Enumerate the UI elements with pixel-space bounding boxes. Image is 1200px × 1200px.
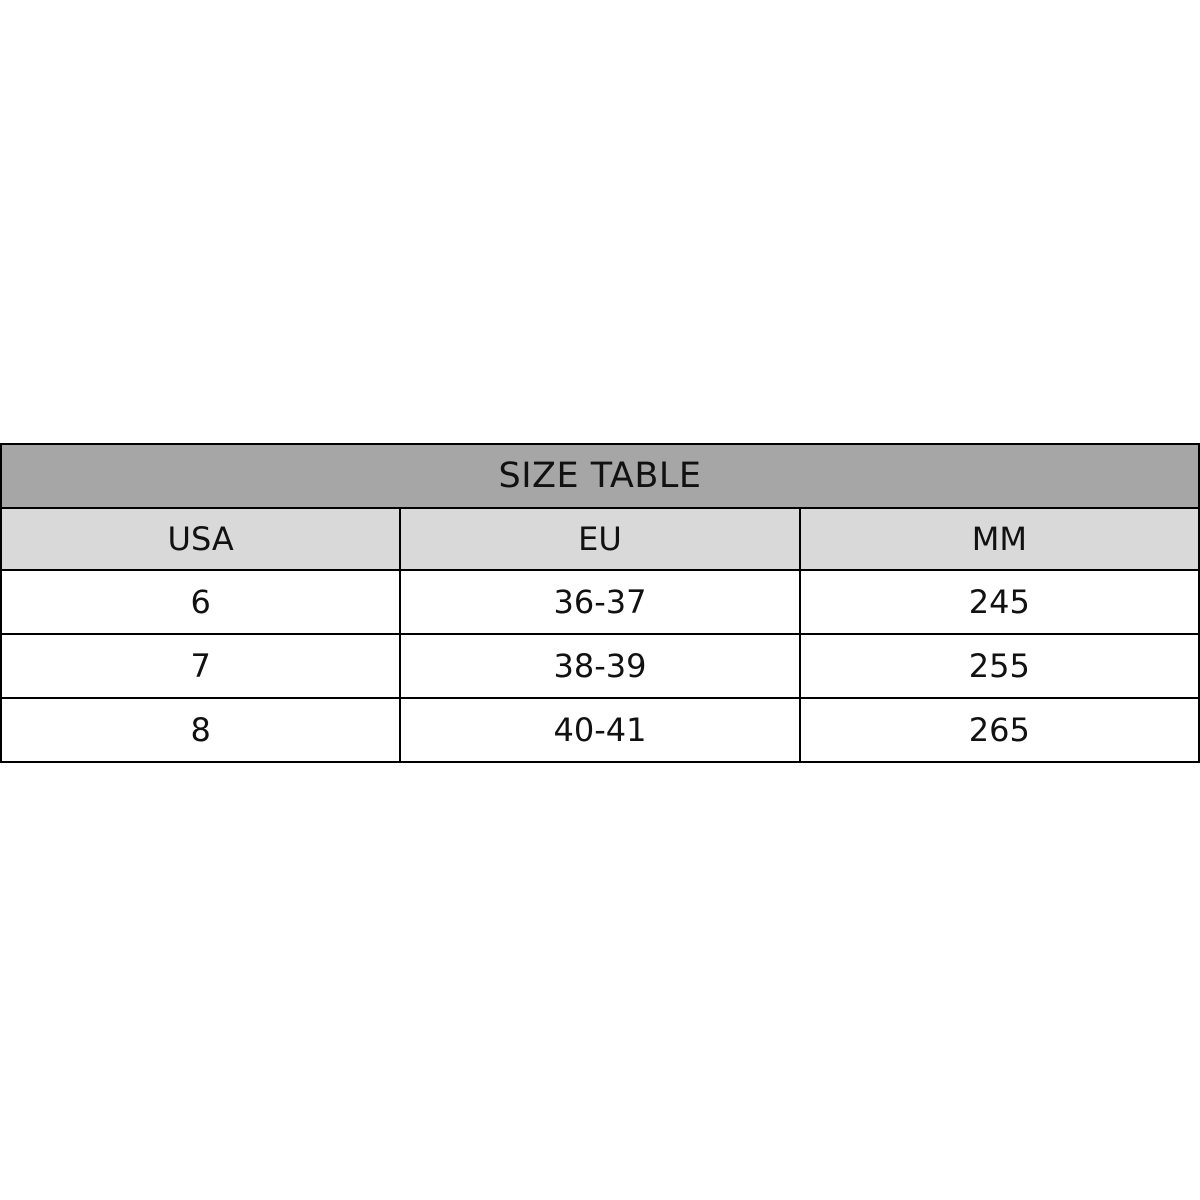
column-header-mm: MM	[800, 508, 1199, 570]
size-table	[0, 443, 1200, 763]
cell-mm: 255	[800, 634, 1199, 698]
cell-mm: 245	[800, 570, 1199, 634]
cell-usa: 8	[1, 698, 400, 762]
cell-usa: 6	[1, 570, 400, 634]
table-header-row	[1, 508, 1199, 570]
table-title: SIZE TABLE	[1, 444, 1199, 508]
column-header-usa: USA	[1, 508, 400, 570]
cell-eu: 40-41	[400, 698, 799, 762]
table-row	[1, 570, 1199, 634]
column-header-eu: EU	[400, 508, 799, 570]
size-table-container	[0, 443, 1200, 763]
cell-eu: 38-39	[400, 634, 799, 698]
cell-eu: 36-37	[400, 570, 799, 634]
cell-usa: 7	[1, 634, 400, 698]
cell-mm: 265	[800, 698, 1199, 762]
table-row	[1, 698, 1199, 762]
table-title-row	[1, 444, 1199, 508]
table-row	[1, 634, 1199, 698]
